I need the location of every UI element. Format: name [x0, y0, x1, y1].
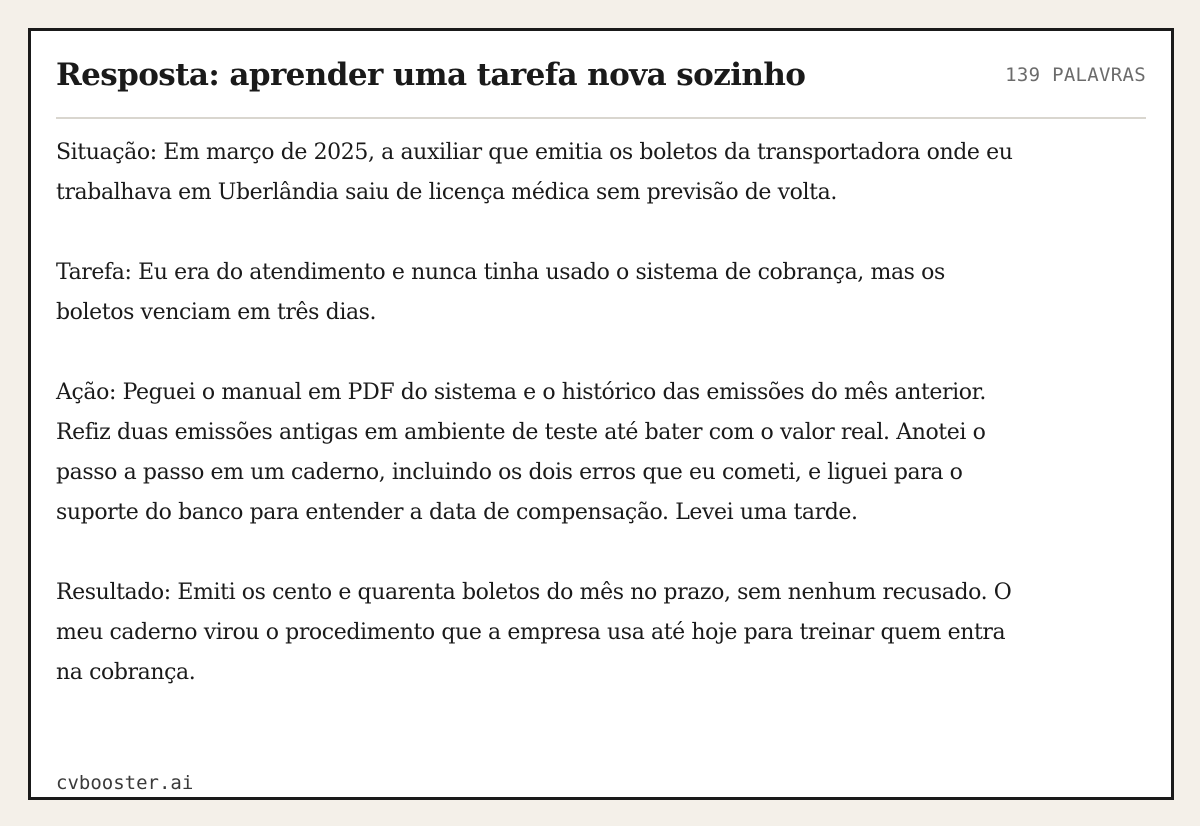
paragraph-tarefa: Tarefa: Eu era do atendimento e nunca tinha usado o sistema de cobrança, mas os boletos venciam em três dias.	[56, 260, 945, 325]
answer-card	[28, 28, 1174, 800]
paragraph-resultado: Resultado: Emiti os cento e quarenta boletos do mês no prazo, sem nenhum recusado. O meu caderno virou o procedimento que a empresa usa até hoje para treinar quem entra na cobrança.	[56, 580, 1012, 685]
paragraph-situacao: Situação: Em março de 2025, a auxiliar que emitia os boletos da transportadora onde eu trabalhava em Uberlândia saiu de licença médica sem previsão de volta.	[56, 140, 1013, 205]
answer-body	[56, 133, 1016, 733]
card-header	[56, 55, 1146, 119]
page-title: Resposta: aprender uma tarefa nova sozinho	[56, 57, 806, 93]
word-count-badge: 139 PALAVRAS	[1005, 64, 1146, 86]
paragraph-acao: Ação: Peguei o manual em PDF do sistema e o histórico das emissões do mês anterior. Refiz duas emissões antigas em ambiente de teste até bater com o valor real. Anotei o passo a passo em um caderno, incluindo os dois erros que eu cometi, e liguei para o suporte do banco para entender a data de compensação. Levei uma tarde.	[56, 380, 986, 525]
brand-footer: cvbooster.ai	[56, 772, 194, 794]
